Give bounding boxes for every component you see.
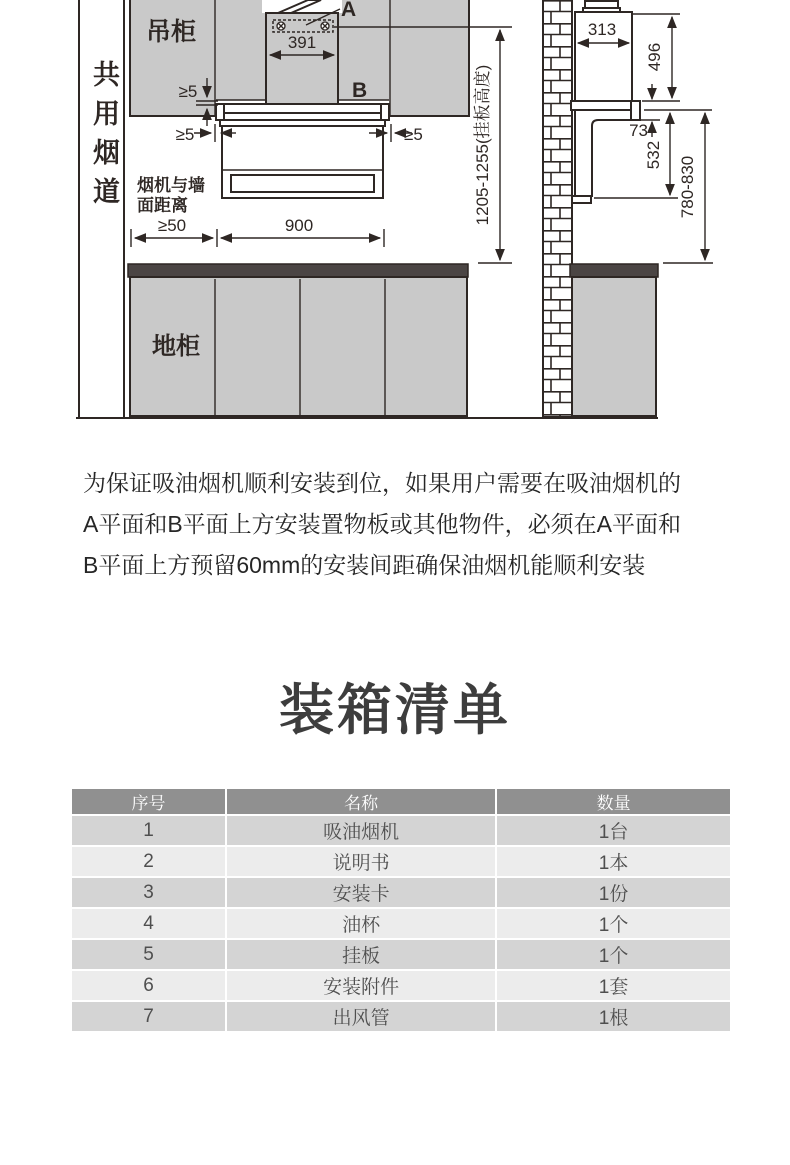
chimney-height-dim: 496 [645, 42, 664, 72]
cell-index: 1 [72, 816, 225, 845]
table-row [72, 816, 730, 845]
top-gap-dim: ≥5 [178, 82, 198, 101]
cell-name: 安装附件 [227, 971, 495, 1000]
table-row [72, 847, 730, 876]
floor-cabinet-front [128, 264, 468, 416]
table-row [72, 1002, 730, 1031]
cell-index: 4 [72, 909, 225, 938]
cell-index: 3 [72, 878, 225, 907]
chimney-width-dim: 391 [287, 33, 317, 52]
shared-flue-label: 共用烟道 [89, 60, 119, 216]
plane-b-label: B [352, 79, 368, 102]
cell-quantity: 1个 [497, 940, 730, 969]
packing-list-table [70, 787, 732, 1033]
table-row [72, 940, 730, 969]
mounting-height-dim: 780-830 [678, 155, 697, 219]
cell-quantity: 1套 [497, 971, 730, 1000]
hood-body-front [216, 104, 389, 198]
cell-index: 6 [72, 971, 225, 1000]
cell-name: 出风管 [227, 1002, 495, 1031]
hanging-cabinet-label: 吊柜 [146, 18, 197, 46]
cell-quantity: 1本 [497, 847, 730, 876]
wall-distance-line1: 烟机与墙 [137, 176, 205, 195]
left-gap-dim: ≥5 [175, 125, 195, 144]
floor-cabinet-side [570, 264, 658, 416]
body-height-dim: 532 [644, 140, 663, 170]
cell-name: 油杯 [227, 909, 495, 938]
cell-name: 吸油烟机 [227, 816, 495, 845]
brick-wall [543, 0, 572, 417]
cell-name: 挂板 [227, 940, 495, 969]
cell-index: 2 [72, 847, 225, 876]
note-line-2: A平面和B平面上方安装置物板或其他物件，必须在A平面和 [83, 511, 682, 537]
plane-a-label: A [341, 0, 357, 21]
cell-quantity: 1份 [497, 878, 730, 907]
packing-list-title: 装箱清单 [278, 679, 511, 741]
note-line-3: B平面上方预留60mm的安装间距确保油烟机能顺利安装 [83, 552, 646, 578]
plate-section-height-dim: 73 [629, 121, 648, 140]
floor-cabinet-label: 地柜 [152, 333, 200, 360]
right-gap-dim: ≥5 [404, 125, 423, 144]
header-index: 序号 [72, 789, 225, 814]
width-dimensions [131, 216, 384, 247]
cell-index: 7 [72, 1002, 225, 1031]
installation-note [83, 463, 723, 586]
cell-index: 5 [72, 940, 225, 969]
cell-quantity: 1根 [497, 1002, 730, 1031]
table-row [72, 909, 730, 938]
table-row [72, 971, 730, 1000]
note-line-1: 为保证吸油烟机顺利安装到位，如果用户需要在吸油烟机的 [83, 470, 681, 496]
hood-depth-dim: 313 [587, 20, 617, 39]
hanging-plate-height-dim: 1205-1255(挂板高度) [473, 64, 492, 226]
header-name: 名称 [227, 789, 495, 814]
cell-quantity: 1台 [497, 816, 730, 845]
cell-quantity: 1个 [497, 909, 730, 938]
header-quantity: 数量 [497, 789, 730, 814]
cell-name: 安装卡 [227, 878, 495, 907]
cell-name: 说明书 [227, 847, 495, 876]
table-header-row [72, 789, 730, 814]
wall-clearance-dim: ≥50 [157, 216, 187, 235]
hood-width-dim: 900 [284, 216, 314, 235]
table-row [72, 878, 730, 907]
wall-distance-note [136, 175, 205, 215]
wall-distance-line2: 面距离 [137, 196, 188, 215]
